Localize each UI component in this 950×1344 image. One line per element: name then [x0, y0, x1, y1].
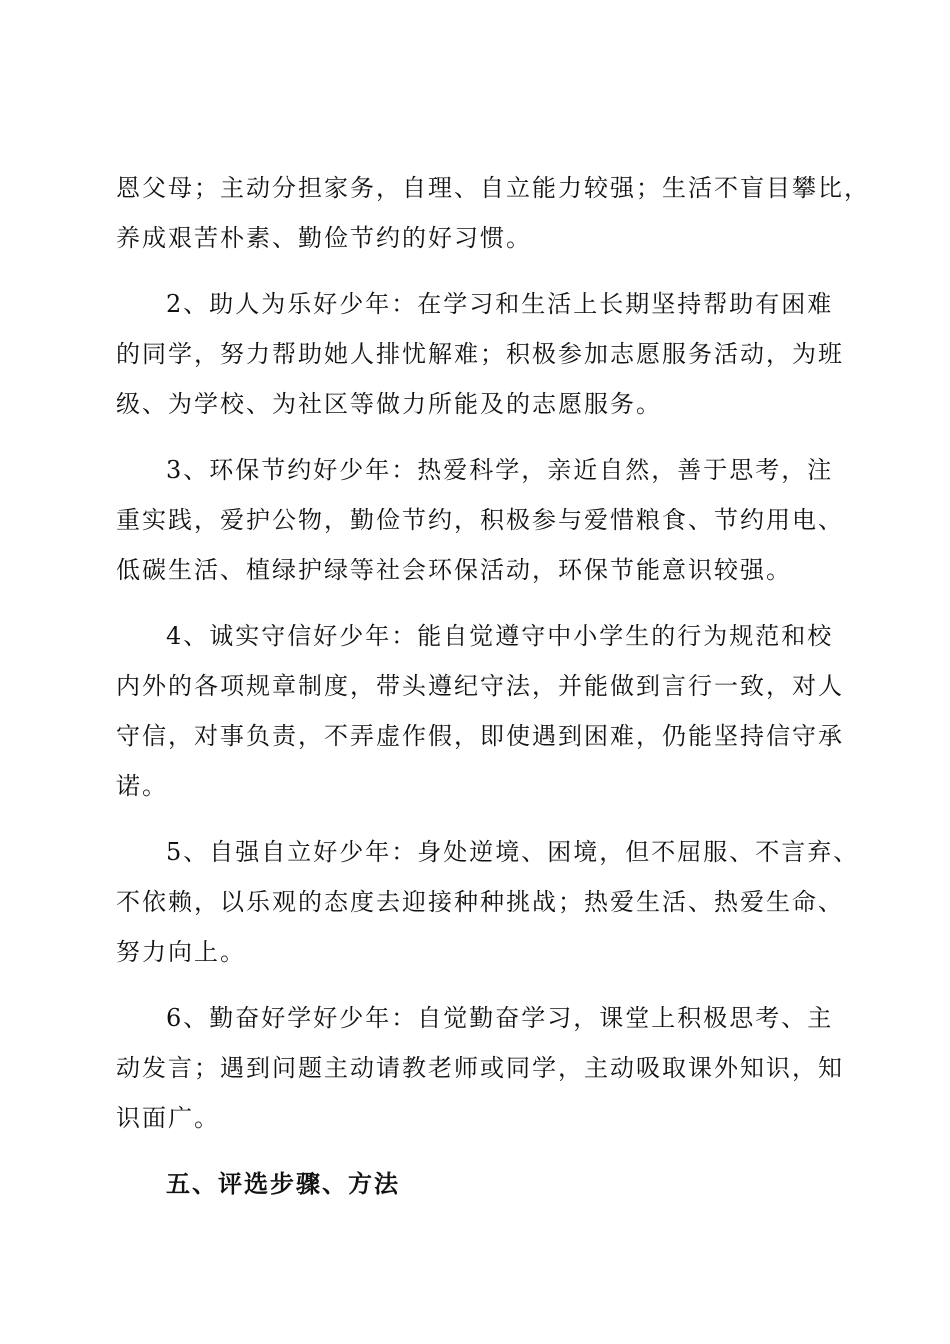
paragraph-line: 不依赖，以乐观的态度去迎接种种挑战；热爱生活、热爱生命、 — [116, 888, 844, 916]
paragraph-line: 动发言；遇到问题主动请教老师或同学，主动吸取课外知识，知 — [116, 1054, 844, 1082]
paragraph-line: 内外的各项规章制度，带头遵纪守法，并能做到言行一致，对人 — [116, 672, 844, 700]
paragraph-line: 低碳生活、植绿护绿等社会环保活动，环保节能意识较强。 — [116, 556, 792, 584]
paragraph-line: 诺。 — [116, 772, 168, 800]
paragraph-line: 努力向上。 — [116, 938, 246, 966]
paragraph-line: 恩父母；主动分担家务，自理、自立能力较强；生活不盲目攀比， — [116, 174, 870, 202]
section-heading: 五、评选步骤、方法 — [166, 1170, 400, 1198]
paragraph-line: 重实践，爱护公物，勤俭节约，积极参与爱惜粮食、节约用电、 — [116, 506, 844, 534]
paragraph-line: 5、自强自立好少年：身处逆境、困境，但不屈服、不言弃、 — [166, 838, 860, 866]
paragraph-line: 3、环保节约好少年：热爱科学，亲近自然，善于思考，注 — [166, 456, 834, 484]
paragraph-line: 级、为学校、为社区等做力所能及的志愿服务。 — [116, 390, 662, 418]
paragraph-line: 6、勤奋好学好少年：自觉勤奋学习，课堂上积极思考、主 — [166, 1004, 834, 1032]
document-body — [116, 0, 870, 1344]
paragraph-line: 2、助人为乐好少年：在学习和生活上长期坚持帮助有困难 — [166, 290, 834, 318]
paragraph-line: 4、诚实守信好少年：能自觉遵守中小学生的行为规范和校 — [166, 622, 834, 650]
paragraph-line: 识面广。 — [116, 1104, 220, 1132]
paragraph-line: 的同学，努力帮助她人排忧解难；积极参加志愿服务活动，为班 — [116, 340, 844, 368]
paragraph-line: 养成艰苦朴素、勤俭节约的好习惯。 — [116, 224, 532, 252]
paragraph-line: 守信，对事负责，不弄虚作假，即使遇到困难，仍能坚持信守承 — [116, 722, 844, 750]
